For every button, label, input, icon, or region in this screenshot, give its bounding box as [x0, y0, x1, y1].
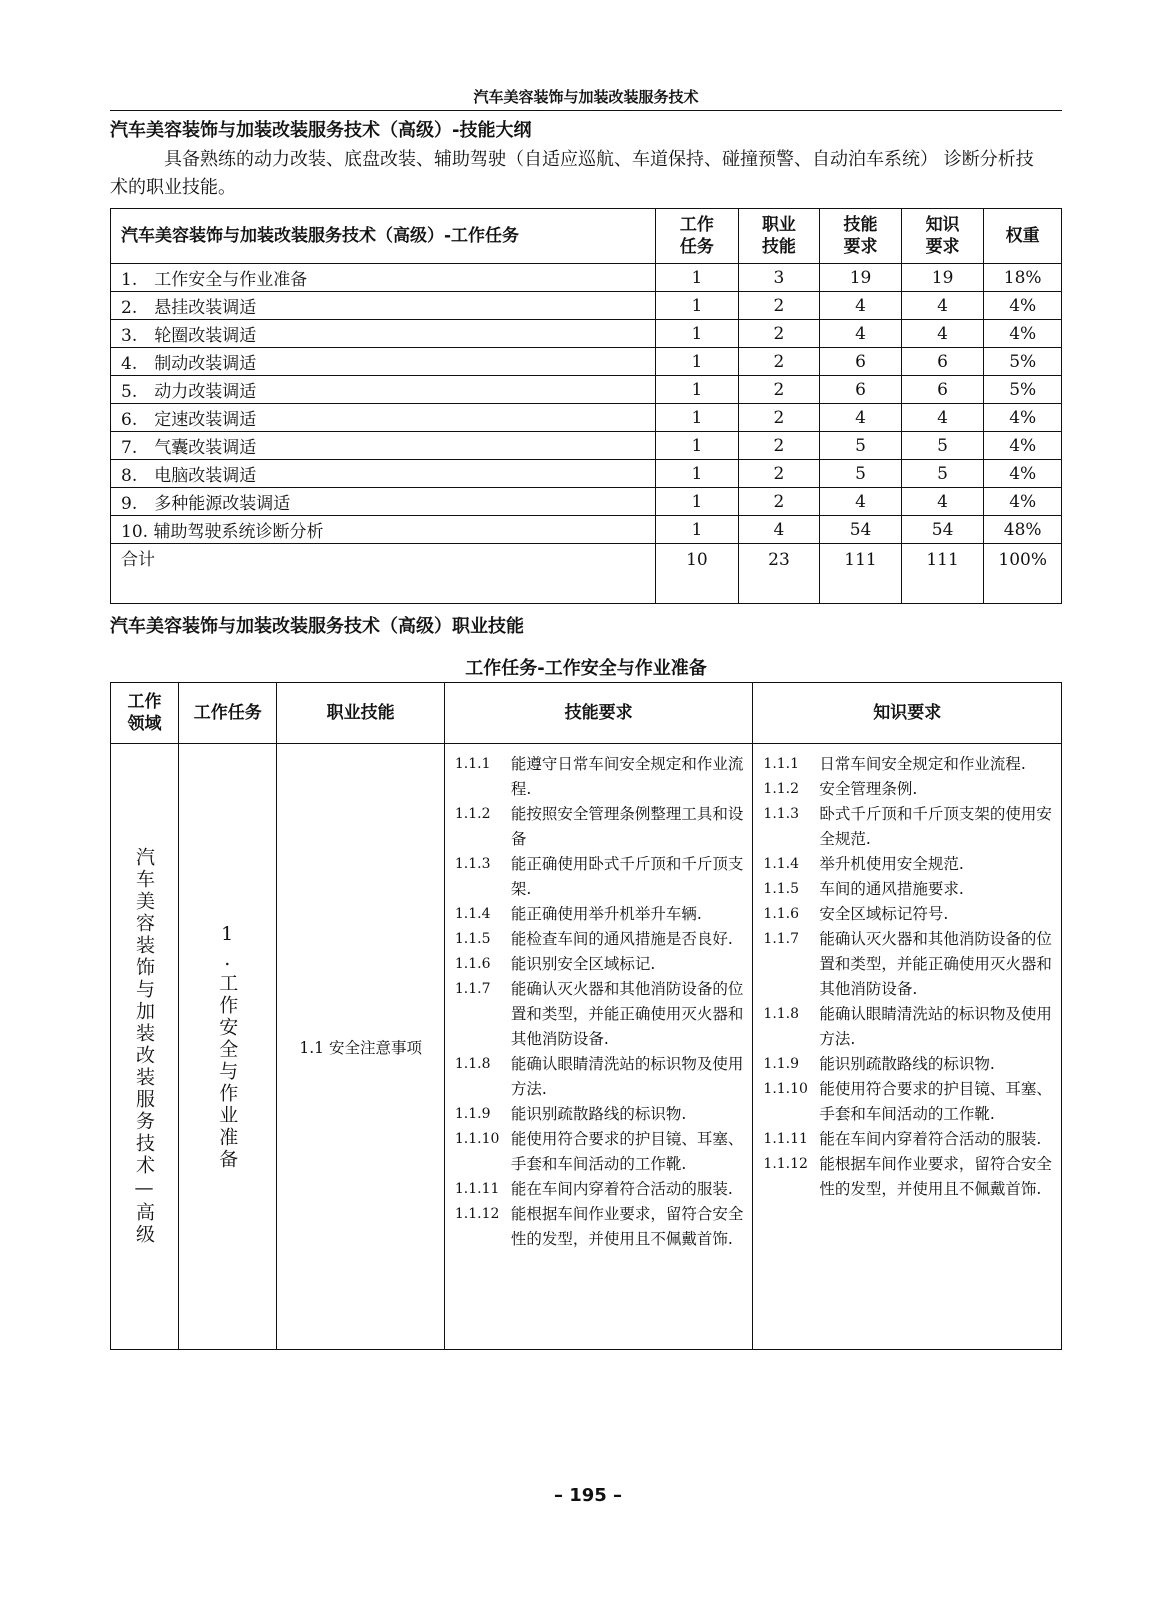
header-knowledge-req-count: 知识要求 [901, 209, 984, 264]
skill-requirement-item [455, 802, 747, 852]
work-task-count: 1 [656, 404, 739, 432]
knowledge-requirement-item [763, 1077, 1055, 1127]
knowledge-requirement-item [763, 1052, 1055, 1077]
summary-row [111, 488, 1062, 516]
skill-requirement-text: 能正确使用举升机举升车辆. [510, 905, 702, 923]
weight: 4% [984, 404, 1062, 432]
section-title-skills: 汽车美容装饰与加装改装服务技术（高级）职业技能 [110, 616, 524, 637]
summary-row [111, 348, 1062, 376]
skill-requirement-number: 1.1.6 [454, 956, 491, 972]
skill-req-count: 6 [820, 376, 902, 404]
header-skill-requirements: 技能要求 [444, 683, 753, 744]
knowledge-req-count: 54 [901, 516, 984, 544]
skill-req-count: 6 [820, 348, 902, 376]
task-name: 2. 悬挂改装调适 [111, 292, 656, 320]
skill-requirement-item [455, 927, 747, 952]
skill-requirement-number: 1.1.1 [454, 756, 491, 772]
detail-header-row [111, 683, 1062, 744]
knowledge-requirement-text: 能识别疏散路线的标识物. [819, 1055, 995, 1073]
summary-row [111, 432, 1062, 460]
knowledge-requirement-item [763, 777, 1055, 802]
skill-req-count: 4 [820, 292, 902, 320]
skill-requirement-item [455, 852, 747, 902]
skill-requirement-text: 能识别疏散路线的标识物. [510, 1105, 687, 1123]
task-text: 1.工作安全与作业准备 [216, 922, 239, 1171]
skill-requirement-item [455, 1102, 747, 1127]
header-knowledge-requirements: 知识要求 [753, 683, 1062, 744]
knowledge-requirement-text: 车间的通风措施要求. [819, 880, 964, 898]
knowledge-requirement-text: 日常车间安全规定和作业流程. [819, 755, 1026, 773]
knowledge-req-count: 4 [901, 488, 984, 516]
skill-requirement-number: 1.1.5 [454, 931, 491, 947]
skill-req-count: 4 [820, 488, 902, 516]
weight: 4% [984, 292, 1062, 320]
work-task-count: 1 [656, 376, 739, 404]
skill-count: 2 [738, 432, 820, 460]
skill-requirement-text: 能根据车间作业要求，留符合安全性的发型，并使用且不佩戴首饰. [510, 1205, 744, 1248]
knowledge-requirement-number: 1.1.1 [763, 756, 800, 772]
summary-row [111, 320, 1062, 348]
knowledge-requirement-item [763, 877, 1055, 902]
header-skills-count: 职业技能 [738, 209, 820, 264]
skill-count: 3 [738, 264, 820, 292]
skill-requirement-number: 1.1.4 [454, 906, 491, 922]
total-weight: 100% [984, 544, 1062, 604]
intro-paragraph: 具备熟练的动力改装、底盘改装、辅助驾驶（自适应巡航、车道保持、碰撞预警、自动泊车系统） 诊断分析技术的职业技能。 [110, 149, 1034, 198]
skill-requirement-item [455, 1177, 747, 1202]
knowledge-requirement-item [763, 852, 1055, 877]
task-name: 7. 气囊改装调适 [111, 432, 656, 460]
skill-requirement-number: 1.1.10 [454, 1131, 500, 1147]
knowledge-requirement-number: 1.1.12 [763, 1156, 808, 1172]
table-caption: 工作任务-工作安全与作业准备 [465, 658, 707, 679]
skill-requirement-item [455, 752, 747, 802]
knowledge-requirement-number: 1.1.9 [763, 1056, 800, 1072]
work-task-count: 1 [656, 320, 739, 348]
knowledge-requirement-item [763, 1002, 1055, 1052]
summary-row [111, 292, 1062, 320]
knowledge-requirement-number: 1.1.2 [763, 781, 800, 797]
header-work-task: 汽车美容装饰与加装改装服务技术（高级）-工作任务 [111, 209, 656, 264]
skill-requirement-text: 能检查车间的通风措施是否良好. [510, 930, 733, 948]
knowledge-requirement-number: 1.1.3 [763, 806, 800, 822]
header-domain: 工作领域 [111, 683, 179, 744]
skill-req-count: 5 [820, 432, 902, 460]
weight: 5% [984, 376, 1062, 404]
knowledge-requirement-text: 卧式千斤顶和千斤顶支架的使用安全规范. [819, 805, 1052, 848]
skill-requirements-cell [444, 744, 753, 1350]
task-cell [179, 744, 277, 1350]
skill-count: 2 [738, 460, 820, 488]
weight: 4% [984, 460, 1062, 488]
header-weight: 权重 [984, 209, 1062, 264]
knowledge-requirement-item [763, 902, 1055, 927]
total-knowledge-req-count: 111 [901, 544, 984, 604]
skill-cell [277, 744, 444, 1350]
skill-count: 2 [738, 348, 820, 376]
knowledge-requirement-number: 1.1.4 [763, 856, 800, 872]
work-task-count: 1 [656, 292, 739, 320]
knowledge-requirement-number: 1.1.10 [763, 1081, 808, 1097]
work-task-count: 1 [656, 432, 739, 460]
skill-requirement-text: 能使用符合要求的护目镜、耳塞、手套和车间活动的工作靴. [510, 1130, 744, 1173]
domain-text: 汽车美容装饰与加装改装服务技术—高级 [133, 847, 155, 1246]
skill-requirement-item [455, 952, 747, 977]
knowledge-requirement-item [763, 752, 1055, 777]
weight: 4% [984, 488, 1062, 516]
knowledge-requirement-text: 安全区域标记符号. [819, 905, 949, 923]
skill-requirement-item [455, 1052, 747, 1102]
knowledge-req-count: 6 [901, 348, 984, 376]
knowledge-requirement-text: 能确认眼睛清洗站的标识物及使用方法. [819, 1005, 1052, 1048]
weight: 18% [984, 264, 1062, 292]
summary-total-row [111, 544, 1062, 604]
skill-count: 2 [738, 488, 820, 516]
skill-requirement-number: 1.1.11 [454, 1181, 500, 1197]
knowledge-req-count: 5 [901, 432, 984, 460]
skill-requirement-text: 能正确使用卧式千斤顶和千斤顶支架. [510, 855, 744, 898]
work-task-count: 1 [656, 488, 739, 516]
summary-row [111, 516, 1062, 544]
weight: 5% [984, 348, 1062, 376]
knowledge-req-count: 4 [901, 292, 984, 320]
header-skill: 职业技能 [277, 683, 444, 744]
skill-req-count: 4 [820, 404, 902, 432]
skill-req-count: 5 [820, 460, 902, 488]
task-name: 6. 定速改装调适 [111, 404, 656, 432]
skill-requirement-item [455, 1127, 747, 1177]
skill-requirement-number: 1.1.12 [454, 1206, 500, 1222]
summary-row [111, 460, 1062, 488]
knowledge-requirement-text: 能确认灭火器和其他消防设备的位置和类型，并能正确使用灭火器和其他消防设备. [819, 930, 1052, 998]
skill-req-count: 19 [820, 264, 902, 292]
knowledge-requirement-number: 1.1.5 [763, 881, 800, 897]
skill-requirement-number: 1.1.2 [454, 806, 491, 822]
knowledge-requirement-item [763, 1127, 1055, 1152]
skill-requirement-text: 能确认眼睛清洗站的标识物及使用方法. [510, 1055, 744, 1098]
total-task-name: 合计 [111, 544, 656, 604]
skill-requirement-text: 能遵守日常车间安全规定和作业流程. [510, 755, 744, 798]
header-task: 工作任务 [179, 683, 277, 744]
weight: 4% [984, 432, 1062, 460]
skill-count: 2 [738, 404, 820, 432]
knowledge-requirement-text: 能在车间内穿着符合活动的服装. [819, 1130, 1042, 1148]
summary-row [111, 376, 1062, 404]
skill-req-count: 54 [820, 516, 902, 544]
skill-requirement-item [455, 977, 747, 1052]
header-skill-req-count: 技能要求 [820, 209, 902, 264]
work-task-count: 1 [656, 264, 739, 292]
skill-req-count: 4 [820, 320, 902, 348]
task-name: 5. 动力改装调适 [111, 376, 656, 404]
knowledge-requirement-item [763, 802, 1055, 852]
knowledge-requirement-number: 1.1.6 [763, 906, 800, 922]
task-name: 1. 工作安全与作业准备 [111, 264, 656, 292]
summary-row [111, 264, 1062, 292]
knowledge-requirements-list [753, 744, 1061, 1202]
skill-count: 2 [738, 320, 820, 348]
total-skill-req-count: 111 [820, 544, 902, 604]
detail-table [110, 682, 1062, 1350]
skill-text: 1.1 安全注意事项 [299, 1038, 422, 1057]
weight: 48% [984, 516, 1062, 544]
summary-header-row [111, 209, 1062, 264]
knowledge-req-count: 4 [901, 320, 984, 348]
skill-requirements-list [445, 744, 753, 1252]
task-name: 10. 辅助驾驶系统诊断分析 [111, 516, 656, 544]
skill-count: 2 [738, 376, 820, 404]
work-task-count: 1 [656, 460, 739, 488]
knowledge-requirement-text: 安全管理条例. [819, 780, 918, 798]
page-number: – 195 – [553, 1485, 623, 1506]
knowledge-req-count: 19 [901, 264, 984, 292]
task-name: 8. 电脑改装调适 [111, 460, 656, 488]
skill-requirement-number: 1.1.7 [454, 981, 491, 997]
skill-requirement-number: 1.1.3 [454, 856, 491, 872]
knowledge-requirement-number: 1.1.7 [763, 931, 800, 947]
skill-requirement-number: 1.1.9 [454, 1106, 491, 1122]
domain-cell [111, 744, 179, 1350]
skill-requirement-number: 1.1.8 [454, 1056, 491, 1072]
knowledge-requirement-text: 举升机使用安全规范. [819, 855, 964, 873]
skill-requirement-item [455, 1202, 747, 1252]
task-name: 4. 制动改装调适 [111, 348, 656, 376]
summary-table [110, 208, 1062, 604]
knowledge-requirement-item [763, 927, 1055, 1002]
knowledge-req-count: 6 [901, 376, 984, 404]
skill-count: 4 [738, 516, 820, 544]
work-task-count: 1 [656, 516, 739, 544]
knowledge-requirement-text: 能根据车间作业要求，留符合安全性的发型，并使用且不佩戴首饰. [819, 1155, 1052, 1198]
detail-row [111, 744, 1062, 1350]
knowledge-requirement-number: 1.1.8 [763, 1006, 800, 1022]
total-skill-count: 23 [738, 544, 820, 604]
skill-requirement-text: 能识别安全区域标记. [510, 955, 656, 973]
skill-requirement-text: 能在车间内穿着符合活动的服装. [510, 1180, 733, 1198]
skill-requirement-item [455, 902, 747, 927]
task-name: 3. 轮圈改装调适 [111, 320, 656, 348]
skill-count: 2 [738, 292, 820, 320]
work-task-count: 1 [656, 348, 739, 376]
header-work-tasks-count: 工作任务 [656, 209, 739, 264]
running-header: 汽车美容装饰与加装改装服务技术 [473, 88, 699, 106]
skill-requirement-text: 能按照安全管理条例整理工具和设备 [510, 805, 744, 848]
knowledge-requirement-text: 能使用符合要求的护目镜、耳塞、手套和车间活动的工作靴. [819, 1080, 1052, 1123]
knowledge-requirement-number: 1.1.11 [763, 1131, 808, 1147]
knowledge-requirements-cell [753, 744, 1062, 1350]
summary-row [111, 404, 1062, 432]
knowledge-requirement-item [763, 1152, 1055, 1202]
header-rule [110, 110, 1062, 111]
knowledge-req-count: 5 [901, 460, 984, 488]
task-name: 9. 多种能源改装调适 [111, 488, 656, 516]
knowledge-req-count: 4 [901, 404, 984, 432]
weight: 4% [984, 320, 1062, 348]
section-title-outline: 汽车美容装饰与加装改装服务技术（高级）-技能大纲 [110, 120, 532, 141]
skill-requirement-text: 能确认灭火器和其他消防设备的位置和类型，并能正确使用灭火器和其他消防设备. [510, 980, 744, 1048]
total-work-task-count: 10 [656, 544, 739, 604]
